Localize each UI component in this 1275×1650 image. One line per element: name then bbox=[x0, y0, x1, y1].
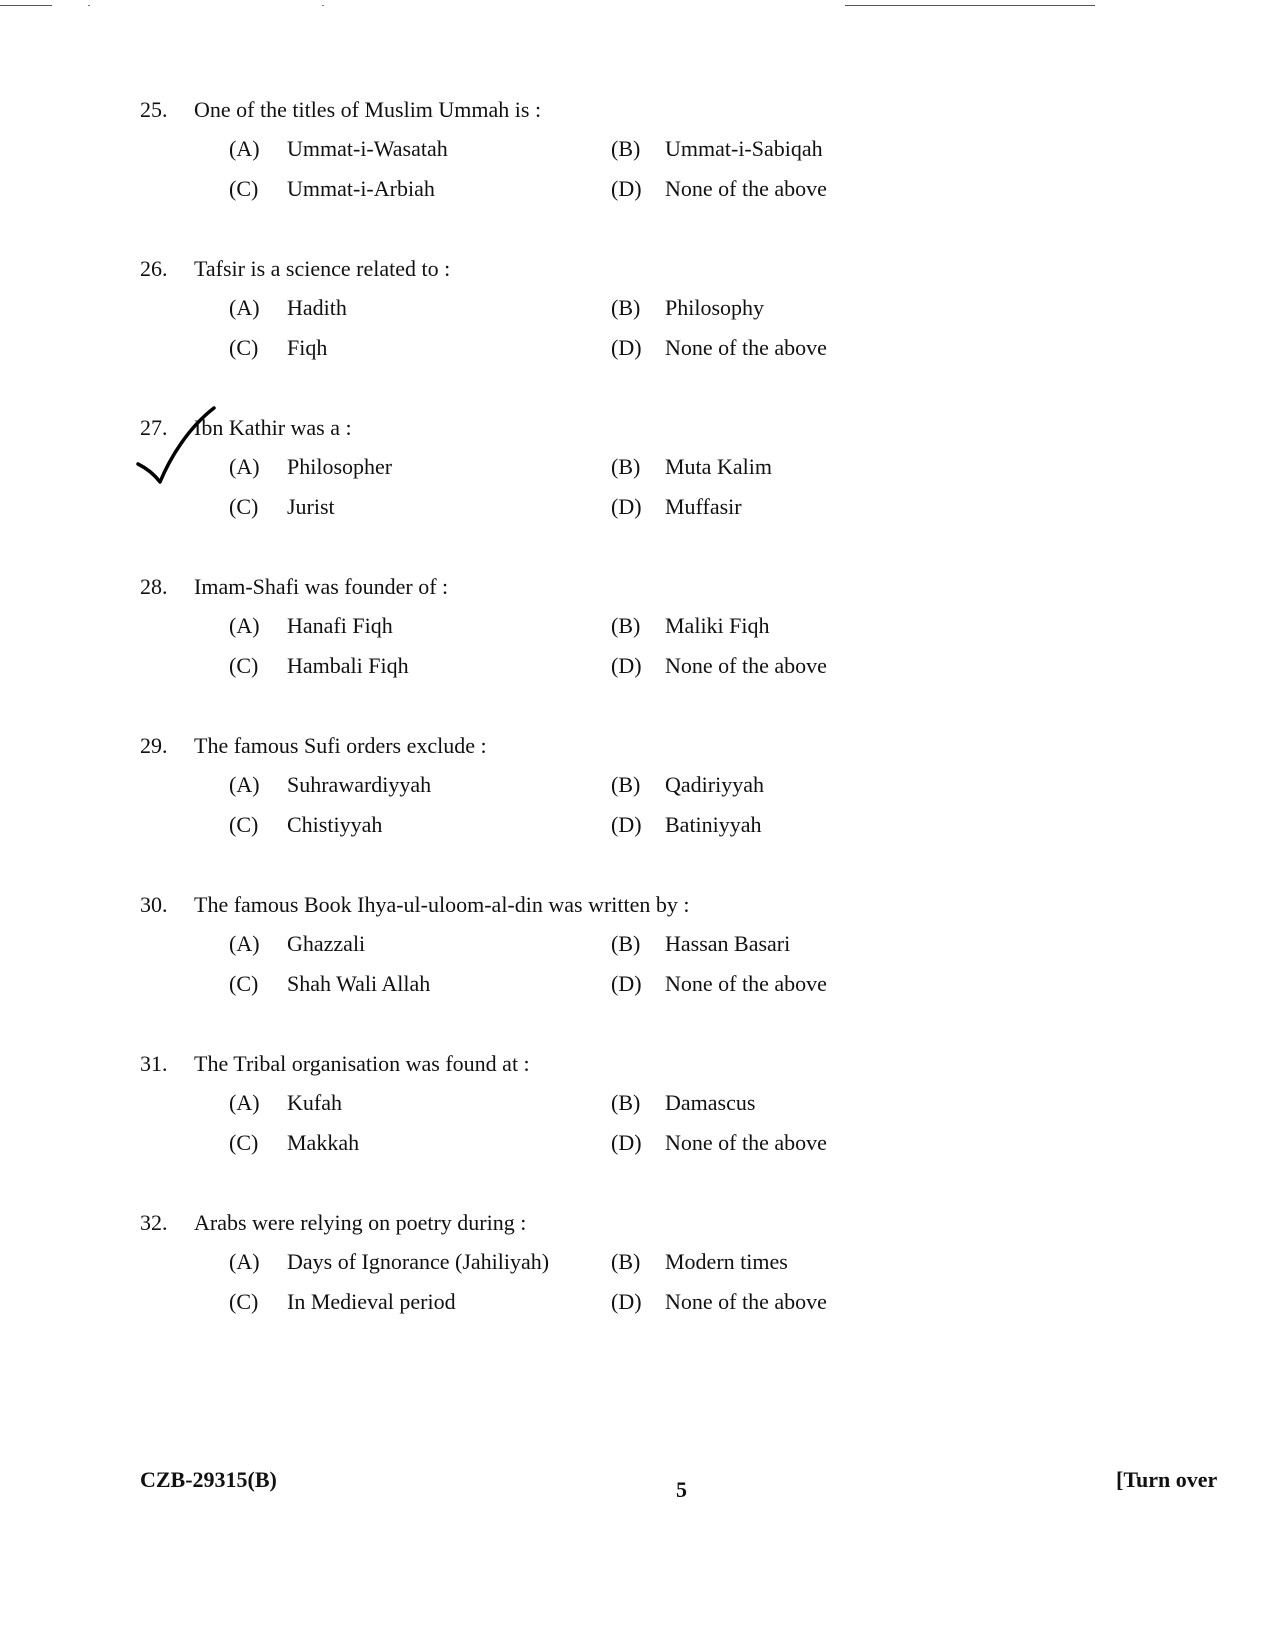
option-letter: (C) bbox=[229, 1289, 259, 1314]
question-text: Tafsir is a science related to : bbox=[194, 256, 451, 281]
option-text: Hadith bbox=[287, 295, 347, 320]
top-rule-dot bbox=[88, 5, 90, 6]
option-letter: (D) bbox=[611, 176, 642, 201]
option-text: Chistiyyah bbox=[287, 812, 383, 837]
option-letter: (B) bbox=[611, 295, 641, 320]
option-text: Philosophy bbox=[665, 295, 765, 320]
option-letter: (A) bbox=[229, 613, 260, 638]
option-letter: (B) bbox=[611, 1090, 641, 1115]
option-text: Ghazzali bbox=[287, 931, 366, 956]
option-text: None of the above bbox=[665, 1130, 827, 1155]
question-text: The famous Sufi orders exclude : bbox=[194, 733, 487, 758]
option-letter: (B) bbox=[611, 1249, 641, 1274]
option-text: Ummat-i-Wasatah bbox=[287, 136, 448, 161]
question-number: 26. bbox=[140, 256, 168, 281]
option-text: Modern times bbox=[665, 1249, 788, 1274]
option-letter: (C) bbox=[229, 335, 259, 360]
option-text: Kufah bbox=[287, 1090, 342, 1115]
option-text: Makkah bbox=[287, 1130, 360, 1155]
option-text: Qadiriyyah bbox=[665, 772, 764, 797]
option-text: In Medieval period bbox=[287, 1289, 456, 1314]
question-number: 29. bbox=[140, 733, 168, 758]
top-rule-dot bbox=[322, 5, 324, 6]
option-text: Muffasir bbox=[665, 494, 742, 519]
option-text: Damascus bbox=[665, 1090, 756, 1115]
turn-over-note: [Turn over bbox=[1116, 1467, 1218, 1492]
option-text: Fiqh bbox=[287, 335, 328, 360]
option-letter: (D) bbox=[611, 812, 642, 837]
question-number: 32. bbox=[140, 1210, 168, 1235]
question-31 bbox=[0, 1051, 1275, 1171]
option-letter: (C) bbox=[229, 1130, 259, 1155]
option-text: Jurist bbox=[287, 494, 335, 519]
option-text: Maliki Fiqh bbox=[665, 613, 770, 638]
option-letter: (C) bbox=[229, 653, 259, 678]
option-letter: (A) bbox=[229, 136, 260, 161]
option-letter: (C) bbox=[229, 971, 259, 996]
option-text: None of the above bbox=[665, 1289, 827, 1314]
option-text: Philosopher bbox=[287, 454, 393, 479]
option-text: Muta Kalim bbox=[665, 454, 772, 479]
option-letter: (A) bbox=[229, 295, 260, 320]
handwritten-tick-icon bbox=[136, 406, 216, 486]
option-text: Hassan Basari bbox=[665, 931, 791, 956]
question-30 bbox=[0, 892, 1275, 1012]
option-text: Batiniyyah bbox=[665, 812, 762, 837]
option-letter: (D) bbox=[611, 653, 642, 678]
question-text: One of the titles of Muslim Ummah is : bbox=[194, 97, 542, 122]
option-text: None of the above bbox=[665, 335, 827, 360]
option-letter: (D) bbox=[611, 494, 642, 519]
option-text: None of the above bbox=[665, 971, 827, 996]
option-text: Hanafi Fiqh bbox=[287, 613, 393, 638]
question-text: Ibn Kathir was a : bbox=[194, 415, 352, 440]
option-letter: (A) bbox=[229, 1090, 260, 1115]
question-text: Arabs were relying on poetry during : bbox=[194, 1210, 527, 1235]
option-text: Ummat-i-Sabiqah bbox=[665, 136, 823, 161]
paper-code: CZB-29315(B) bbox=[140, 1467, 277, 1492]
page-number: 5 bbox=[676, 1477, 687, 1502]
option-letter: (B) bbox=[611, 454, 641, 479]
option-letter: (C) bbox=[229, 494, 259, 519]
question-26 bbox=[0, 256, 1275, 376]
top-left-rule bbox=[0, 5, 52, 6]
question-number: 25. bbox=[140, 97, 168, 122]
option-text: Hambali Fiqh bbox=[287, 653, 409, 678]
option-text: Shah Wali Allah bbox=[287, 971, 431, 996]
option-letter: (B) bbox=[611, 613, 641, 638]
question-text: The famous Book Ihya-ul-uloom-al-din was written by : bbox=[194, 892, 690, 917]
option-text: None of the above bbox=[665, 653, 827, 678]
question-number: 31. bbox=[140, 1051, 168, 1076]
option-text: Ummat-i-Arbiah bbox=[287, 176, 435, 201]
option-text: None of the above bbox=[665, 176, 827, 201]
option-letter: (D) bbox=[611, 1289, 642, 1314]
option-letter: (B) bbox=[611, 772, 641, 797]
option-letter: (B) bbox=[611, 931, 641, 956]
question-25 bbox=[0, 97, 1275, 217]
option-letter: (D) bbox=[611, 1130, 642, 1155]
option-text: Days of Ignorance (Jahiliyah) bbox=[287, 1249, 550, 1274]
top-right-rule bbox=[845, 5, 1095, 6]
option-letter: (C) bbox=[229, 176, 259, 201]
question-text: The Tribal organisation was found at : bbox=[194, 1051, 530, 1076]
option-letter: (D) bbox=[611, 335, 642, 360]
question-32 bbox=[0, 1210, 1275, 1330]
option-letter: (A) bbox=[229, 772, 260, 797]
option-letter: (D) bbox=[611, 971, 642, 996]
question-text: Imam-Shafi was founder of : bbox=[194, 574, 449, 599]
option-text: Suhrawardiyyah bbox=[287, 772, 432, 797]
question-29 bbox=[0, 733, 1275, 853]
question-number: 30. bbox=[140, 892, 168, 917]
option-letter: (A) bbox=[229, 1249, 260, 1274]
option-letter: (A) bbox=[229, 931, 260, 956]
question-number: 28. bbox=[140, 574, 168, 599]
question-28 bbox=[0, 574, 1275, 694]
option-letter: (B) bbox=[611, 136, 641, 161]
option-letter: (C) bbox=[229, 812, 259, 837]
question-number: 27. bbox=[140, 415, 168, 440]
option-letter: (A) bbox=[229, 454, 260, 479]
